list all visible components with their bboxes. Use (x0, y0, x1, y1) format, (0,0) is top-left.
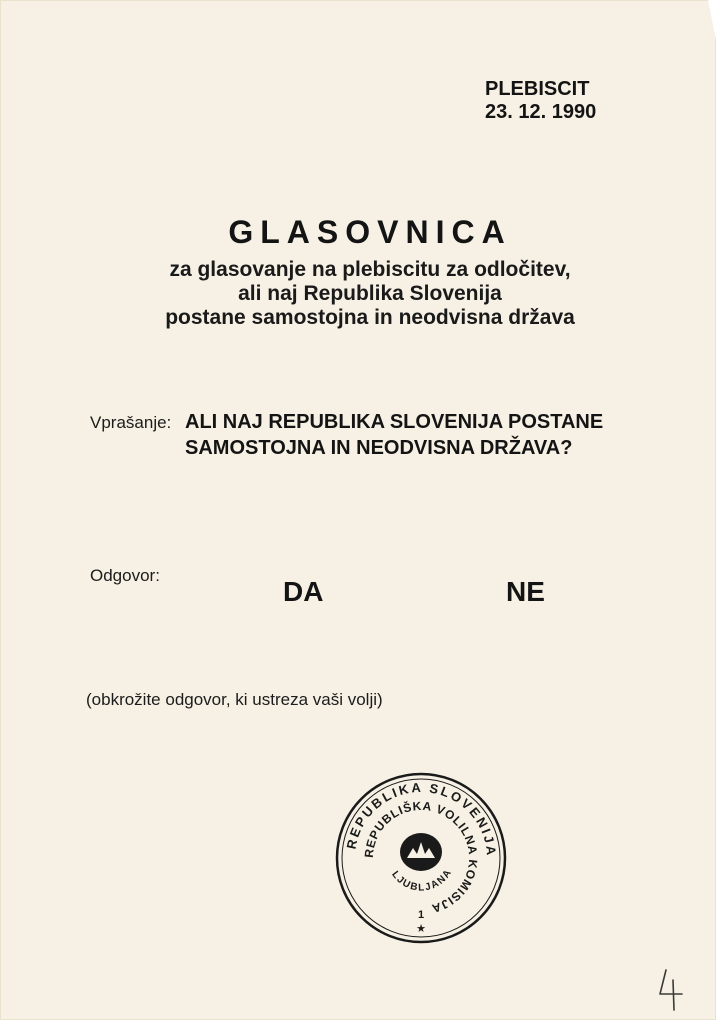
seal-number: 1 (417, 909, 425, 921)
subtitle-line: za glasovanje na plebiscitu za odločitev, (169, 258, 571, 281)
question-label: Vprašanje: (90, 413, 172, 432)
answer-label: Odgovor: (90, 566, 160, 585)
subtitle-line: ali naj Republika Slovenija (238, 282, 502, 305)
coat-of-arms-icon (400, 833, 442, 871)
election-commission-seal (335, 772, 507, 944)
answer-instruction: (obkrožite odgovor, ki ustreza vaši volji) (86, 690, 383, 709)
ballot-title: GLASOVNICA (228, 214, 512, 250)
seal-inner-text: REPUBLIŠKA VOLILNA KOMISIJA (361, 798, 481, 916)
question-text (185, 409, 603, 461)
star-icon: ★ (416, 922, 426, 935)
answer-option-ne[interactable]: NE (506, 576, 545, 607)
ballot-subtitle (0, 258, 722, 330)
answer-option-da[interactable]: DA (283, 576, 324, 607)
paper-edge (708, 0, 716, 40)
header-title: PLEBISCIT (485, 78, 590, 100)
question-line: SAMOSTOJNA IN NEODVISNA DRŽAVA? (185, 437, 573, 459)
seal-outer-text: REPUBLIKA SLOVENIJA (343, 779, 500, 858)
handwritten-page-number (658, 968, 684, 1012)
header-date: 23. 12. 1990 (485, 101, 597, 123)
question-line: ALI NAJ REPUBLIKA SLOVENIJA POSTANE (185, 411, 604, 433)
subtitle-line: postane samostojna in neodvisna država (165, 306, 575, 329)
seal-city: LJUBLJANA (389, 866, 455, 894)
plebiscite-header (485, 78, 596, 124)
